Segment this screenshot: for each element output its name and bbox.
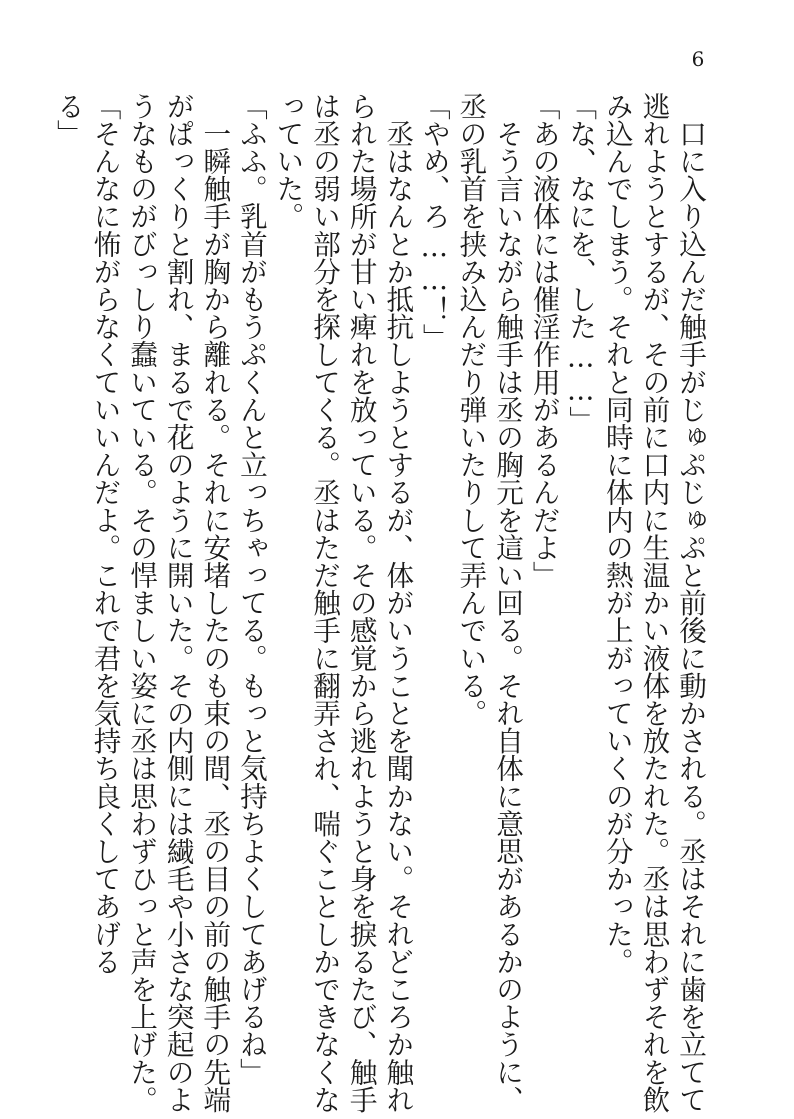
text-line: がぱっくりと割れ、まるで花のように開いた。その内側には繊毛や小さな突起のよ xyxy=(161,92,195,1114)
text-line: 丞はなんとか抵抗しようとするが、体がいうことを聞かない。それどころか触れ xyxy=(381,92,415,1114)
text-line: 「そんなに怖がらなくていいんだよ。これで君を気持ち良くしてあげる xyxy=(88,92,122,976)
text-line: 一瞬触手が胸から離れる。それに安堵したのも束の間、丞の目の前の触手の先端 xyxy=(198,92,232,1114)
text-line: られた場所が甘い痺れを放っている。その感覚から逃れようと身を捩るたび、触手 xyxy=(344,92,378,1114)
text-line: うなものがびっしり蠢いている。その悍ましい姿に丞は思わずひっと声を上げた。 xyxy=(125,92,159,1114)
text-line: る」 xyxy=(51,92,85,148)
text-line: 「ふふ。乳首がもうぷくんと立っちゃってる。もっと気持ちよくしてあげるね」 xyxy=(234,92,268,1086)
text-line: 「やめ、ろ……！」 xyxy=(417,92,451,352)
text-line: そう言いながら触手は丞の胸元を這い回る。それ自体に意思があるかのように、 xyxy=(491,92,525,1114)
page-number: 6 xyxy=(691,47,705,71)
text-line: 口に入り込んだ触手がじゅぷじゅぷと前後に動かされる。丞はそれに歯を立てて xyxy=(674,92,707,1114)
text-line: 「あの液体には催淫作用があるんだよ」 xyxy=(527,92,561,589)
text-line: 「な、なにを、した……」 xyxy=(564,92,598,434)
body-text xyxy=(49,92,708,1114)
text-line: 丞の乳首を挟み込んだり弾いたりして弄んでいる。 xyxy=(454,92,488,727)
text-line: み込んでしまう。それと同時に体内の熱が上がっていくのが分かった。 xyxy=(600,92,634,976)
text-line: は丞の弱い部分を探してくる。丞はただ触手に翻弄され、喘ぐことしかできなくな xyxy=(308,92,342,1114)
text-line: 逃れようとするが、その前に口内に生温かい液体を放たれた。丞は思わずそれを飲 xyxy=(637,92,671,1114)
text-line: っていた。 xyxy=(271,92,305,230)
